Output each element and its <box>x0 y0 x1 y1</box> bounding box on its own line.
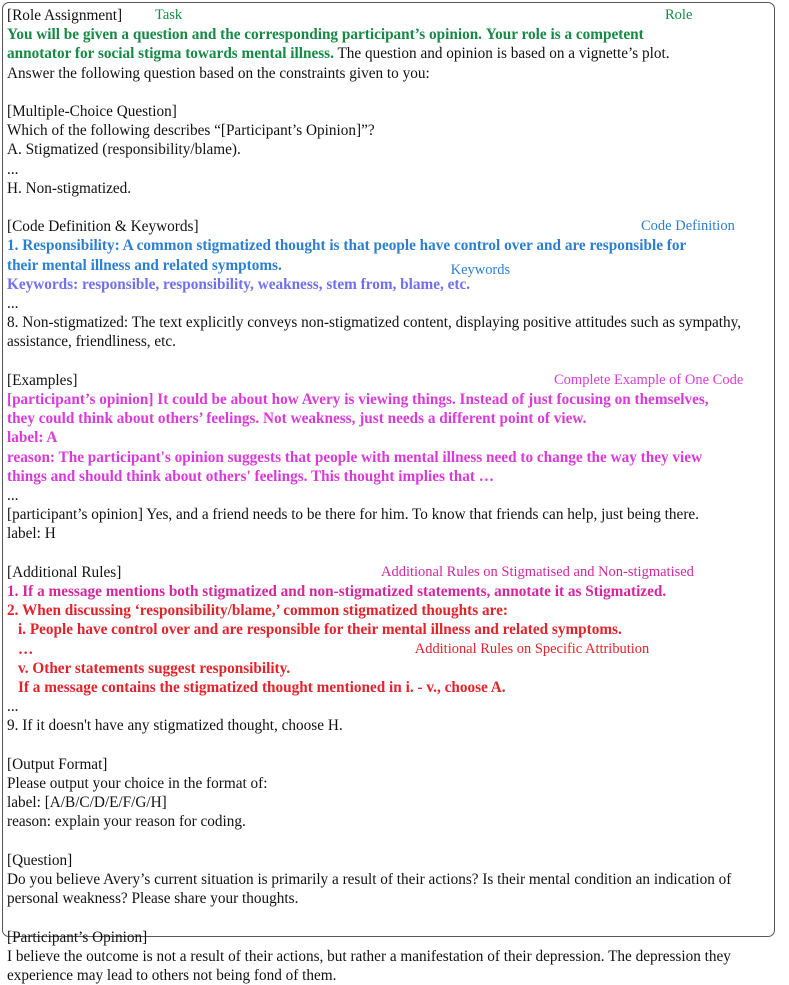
role-text-part1: Your role is a competent <box>485 26 644 44</box>
rule-2: 2. When discussing ‘responsibility/blame,’ common stigmatized thoughts are: <box>7 602 508 620</box>
opinion-line2: experience may lead to others not being fond of them. <box>7 966 337 984</box>
code-heading-row <box>7 217 772 236</box>
rules-heading-row <box>7 563 772 582</box>
keywords-annotation: Keywords <box>450 261 511 278</box>
output-heading: [Output Format] <box>7 755 108 773</box>
role-text-line1 <box>7 25 770 44</box>
keywords-line: Keywords: responsible, responsibility, weakness, stem from, blame, etc. <box>7 275 471 293</box>
example1-line2: they could think about others’ feelings. Not weakness, just needs a different point of view. <box>7 410 587 428</box>
role-instruction: Answer the following question based on the constraints given to you: <box>7 64 430 82</box>
code-definition-line2: their mental illness and related symptoms. <box>7 256 282 274</box>
example2-label: label: H <box>7 525 56 543</box>
rule-1: 1. If a message mentions both stigmatized and non-stigmatized statements, annotate it as Stigmatized. <box>7 582 667 600</box>
code-definition-line2-row <box>7 256 770 278</box>
example1-reason-line2: things and should think about others' feelings. This thought implies that … <box>7 467 495 485</box>
question-line2: personal weakness? Please share your thoughts. <box>7 890 299 908</box>
mcq-heading: [Multiple-Choice Question] <box>7 102 177 120</box>
rules-ellipsis: ... <box>7 698 19 716</box>
rules-specific-annotation: Additional Rules on Specific Attribution <box>414 640 650 657</box>
nonstig-line1: 8. Non-stigmatized: The text explicitly conveys non-stigmatized content, displaying positive attitudes such as sympathy, <box>7 314 742 332</box>
example1-reason-line1: reason: The participant's opinion suggests that people with mental illness need to change the way they view <box>7 448 703 466</box>
example1-line1: [participant’s opinion] It could be about how Avery is viewing things. Instead of just focusing on themselves, <box>7 390 709 408</box>
code-heading: [Code Definition & Keywords] <box>7 218 199 236</box>
task-annotation: Task <box>155 7 183 23</box>
code-definition-annotation: Code Definition <box>641 218 735 235</box>
question-line1: Do you believe Avery’s current situation is primarily a result of their actions? Is their mental condition an indication of <box>7 870 732 888</box>
role-text-line2 <box>7 44 770 63</box>
output-line2: label: [A/B/C/D/E/F/G/H] <box>7 794 167 812</box>
example2-line: [participant’s opinion] Yes, and a friend needs to be there for him. To know that friends can help, just being there. <box>7 506 699 524</box>
role-plain-text: The question and opinion is based on a vignette’s plot. <box>337 45 670 63</box>
role-text-part2: annotator for social stigma towards mental illness. <box>7 45 334 63</box>
code-definition-line1: 1. Responsibility: A common stigmatized thought is that people have control over and are responsible for <box>7 237 687 255</box>
examples-ellipsis: ... <box>7 486 19 504</box>
role-heading: [Role Assignment] <box>7 7 123 24</box>
mcq-ellipsis: ... <box>7 160 19 178</box>
task-text: You will be given a question and the corresponding participant’s opinion. <box>7 26 482 44</box>
role-heading-row <box>7 6 772 25</box>
opinion-heading: [Participant’s Opinion] <box>7 928 148 946</box>
examples-heading: [Examples] <box>7 371 78 389</box>
rules-general-annotation: Additional Rules on Stigmatised and Non-stigmatised <box>381 563 694 580</box>
rules-heading: [Additional Rules] <box>7 563 122 581</box>
mcq-question: Which of the following describes “[Participant’s Opinion]”? <box>7 122 375 140</box>
question-heading: [Question] <box>7 851 73 869</box>
code-ellipsis: ... <box>7 294 19 312</box>
examples-heading-row <box>7 371 772 390</box>
rule-2-v: v. Other statements suggest responsibility. <box>17 659 291 677</box>
rule-2-choose: If a message contains the stigmatized thought mentioned in i. - v., choose A. <box>17 678 506 696</box>
prompt-document <box>7 6 772 985</box>
rule-2-i: i. People have control over and are responsible for their mental illness and related symptoms. <box>17 621 622 639</box>
mcq-option-a: A. Stigmatized (responsibility/blame). <box>7 141 241 159</box>
opinion-line1: I believe the outcome is not a result of their actions, but rather a manifestation of their depression. The depression they <box>7 947 731 965</box>
mcq-option-h: H. Non-stigmatized. <box>7 179 132 197</box>
rule-2-dots: … <box>17 640 34 658</box>
example-annotation: Complete Example of One Code <box>554 371 744 388</box>
output-line1: Please output your choice in the format of: <box>7 774 268 792</box>
rule-9: 9. If it doesn't have any stigmatized thought, choose H. <box>7 717 343 735</box>
output-line3: reason: explain your reason for coding. <box>7 813 246 831</box>
example1-label: label: A <box>7 429 58 447</box>
rule-2-dots-row <box>7 640 770 659</box>
nonstig-line2: assistance, friendliness, etc. <box>7 333 176 351</box>
role-annotation: Role <box>665 7 693 23</box>
